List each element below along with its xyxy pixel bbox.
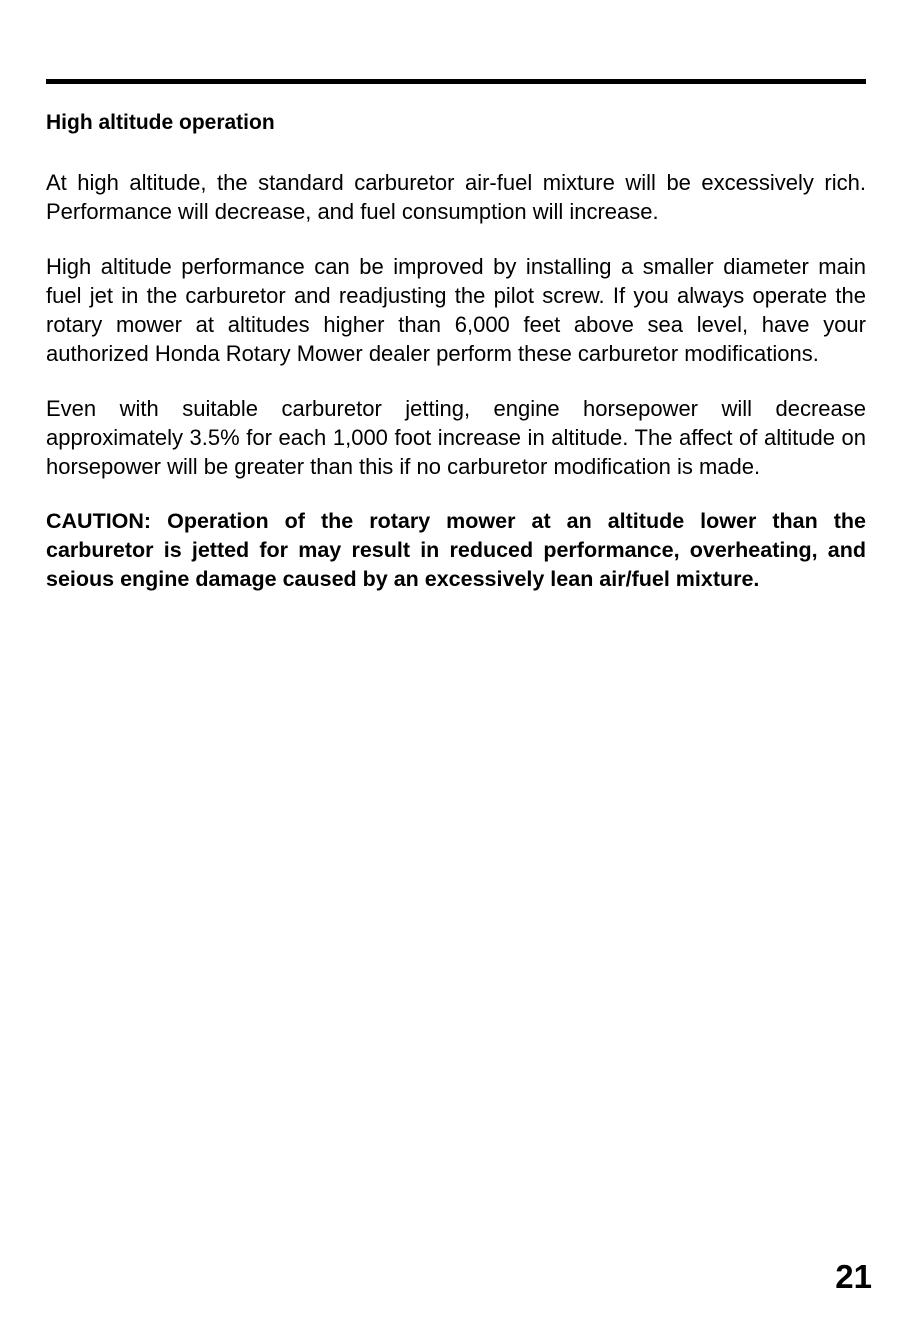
- caution-paragraph: CAUTION: Operation of the rotary mower at an altitude lower than the carburetor is jetted for may result in reduced performance, overheating, and seious engine damage caused by an excessively lean air/fuel mixture.: [46, 509, 866, 591]
- section-heading: High altitude operation: [46, 111, 275, 134]
- page-number: 21: [835, 1258, 872, 1295]
- paragraph-altitude-effect: At high altitude, the standard carburetor air-fuel mixture will be excessively rich. Performance will decrease, and fuel consumption will increase.: [46, 170, 866, 224]
- top-rule-divider: [46, 79, 866, 84]
- paragraph-performance-improvement: High altitude performance can be improved by installing a smaller diameter main fuel jet in the carburetor and readjusting the pilot screw. If you always operate the rotary mower at altitudes higher than 6,000 feet above sea level, have your authorized Honda Rotary Mower dealer perform these carburetor modifications.: [46, 254, 866, 366]
- paragraph-horsepower-loss: Even with suitable carburetor jetting, engine horsepower will decrease approximately 3.5% for each 1,000 foot increase in altitude. The affect of altitude on horsepower will be greater than this if no carburetor modification is made.: [46, 396, 866, 479]
- page-content: [46, 108, 866, 620]
